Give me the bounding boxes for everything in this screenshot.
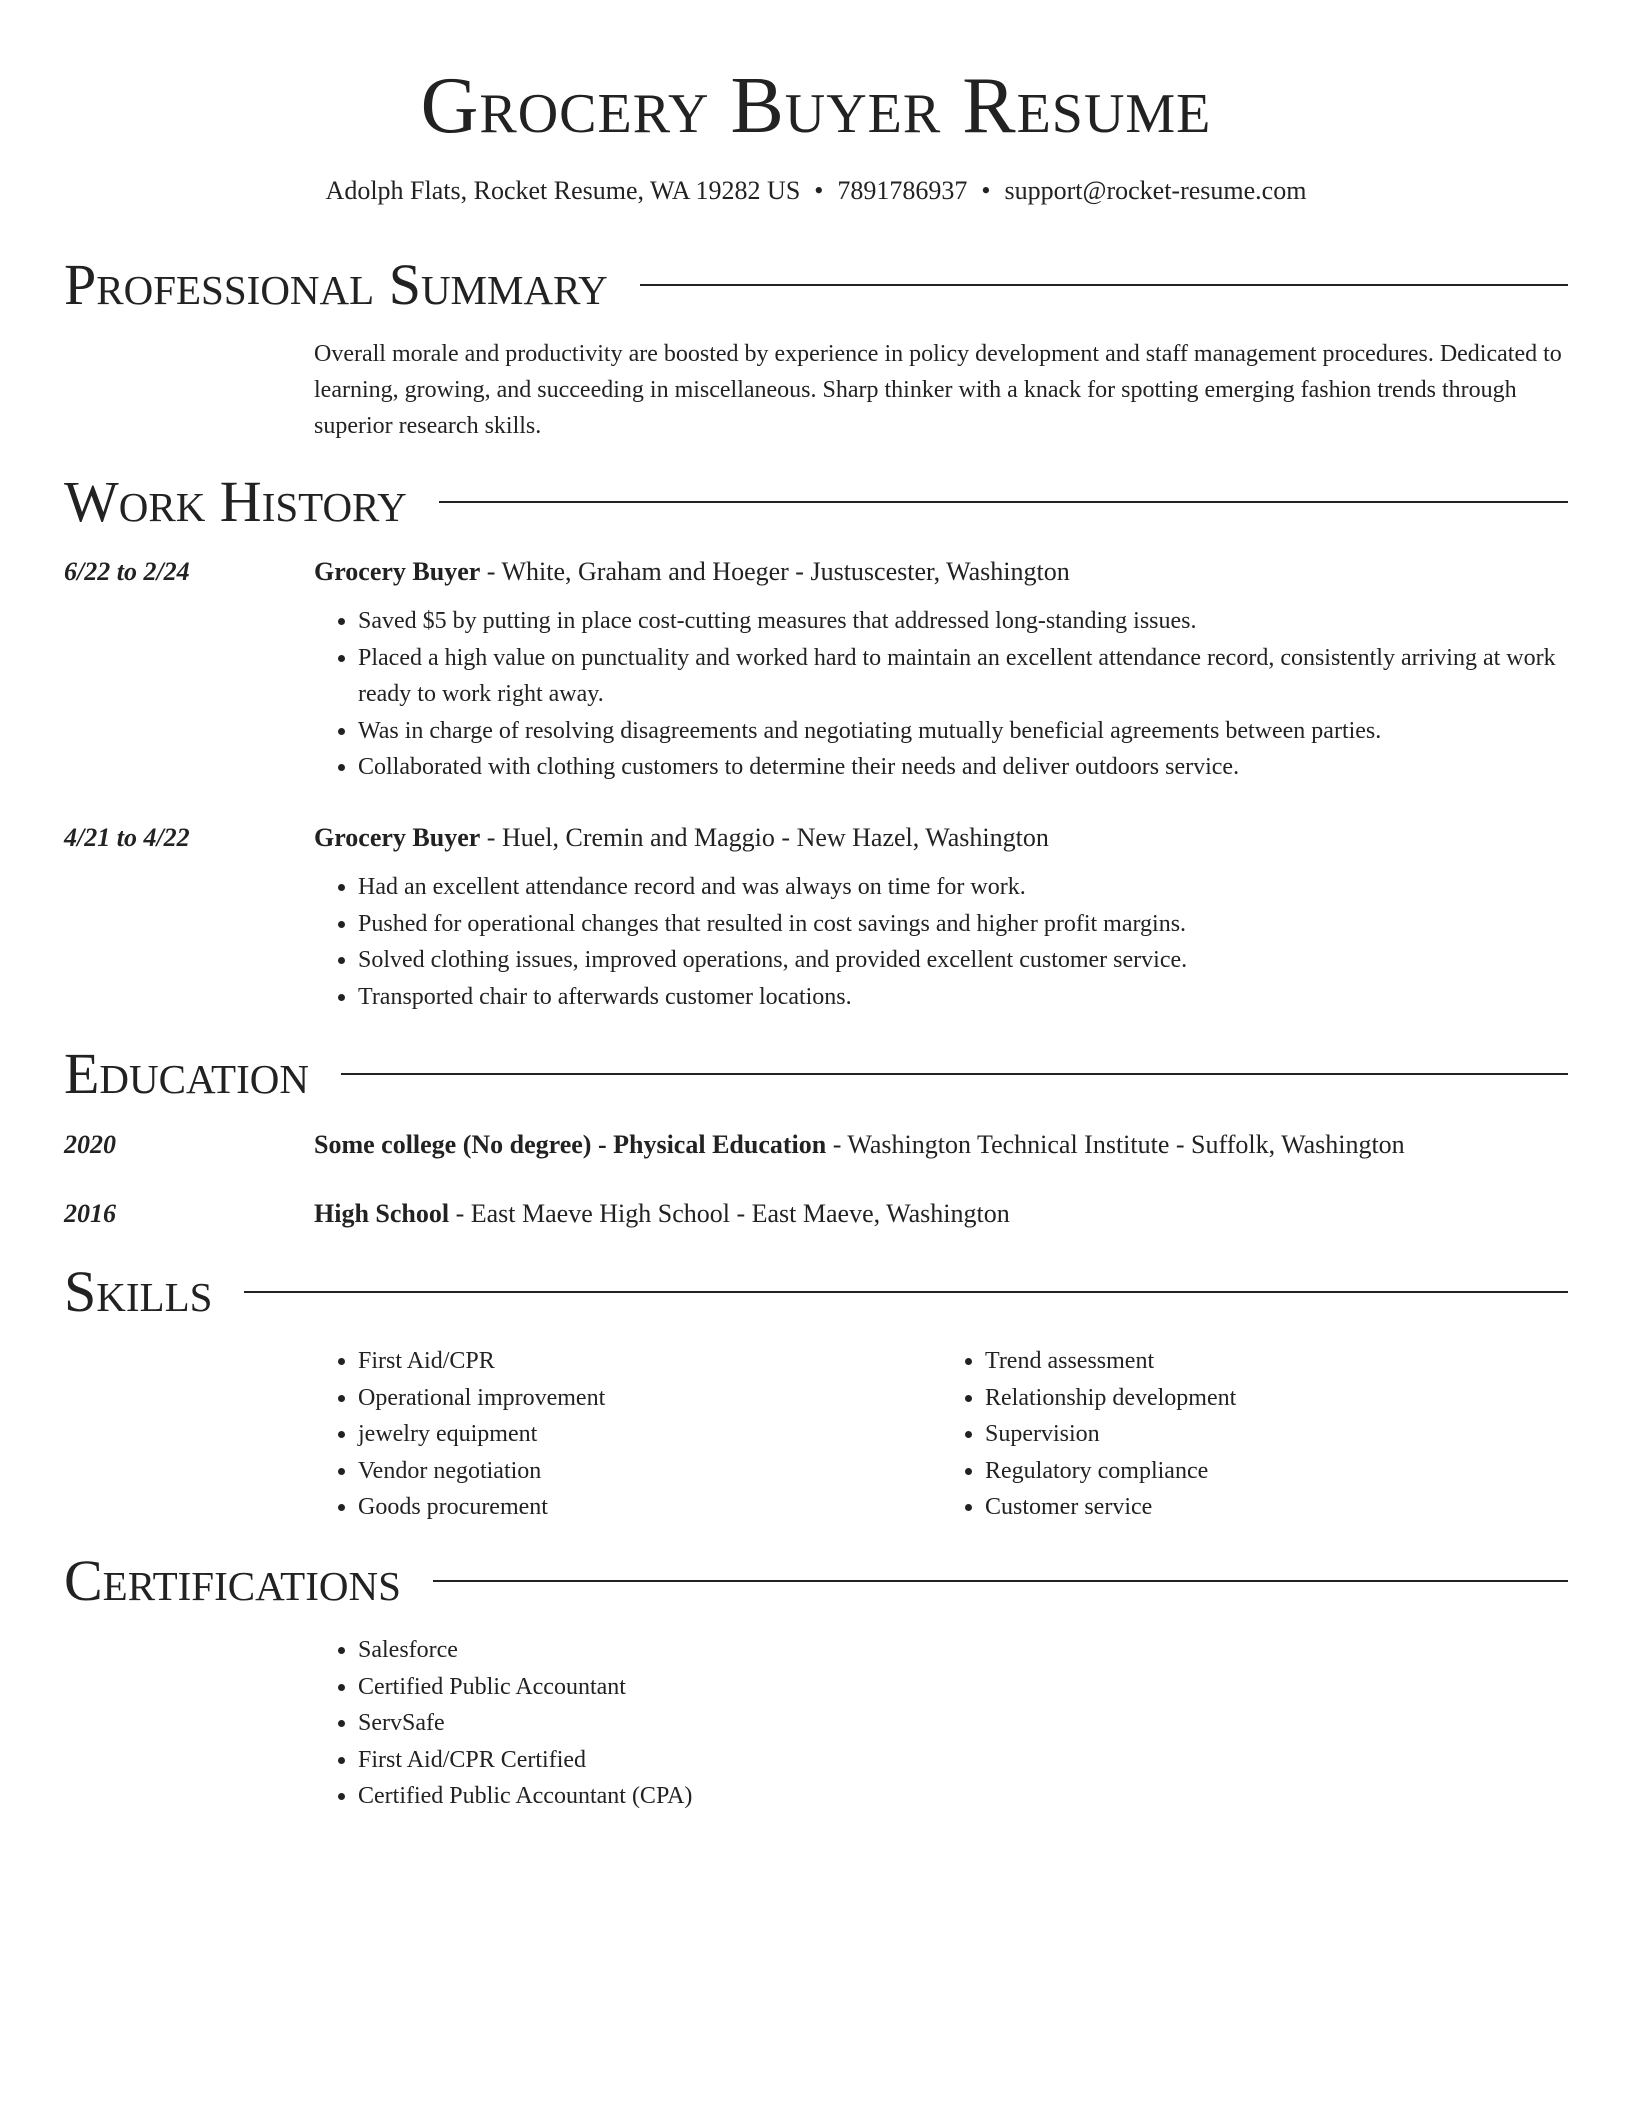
- skills-columns: [314, 1343, 1568, 1526]
- list-item: • First Aid/CPR Certified: [358, 1742, 1568, 1779]
- list-item: • Solved clothing issues, improved operations, and provided excellent customer service.: [358, 942, 1568, 979]
- job-header: [314, 555, 1568, 589]
- summary-text: Overall morale and productivity are boosted by experience in policy development and staff management procedures. Dedicated to learning, growing, and succeeding in miscellaneous. Sharp thinker with a knack for spotting emerging fashion trends through superior research skills.: [314, 341, 1562, 439]
- list-item: • Supervision: [985, 1416, 1568, 1453]
- education-year: 2016: [64, 1199, 116, 1228]
- section-divider: [244, 1291, 1568, 1293]
- section-title: Work History: [64, 469, 407, 534]
- contact-separator: •: [814, 176, 824, 205]
- section-summary-heading: [64, 250, 1568, 320]
- certifications-list: [314, 1632, 1568, 1815]
- resume-title: Grocery Buyer Resume: [420, 62, 1212, 150]
- job-details: - White, Graham and Hoeger - Justuscester, Washington: [480, 557, 1070, 586]
- contact-email[interactable]: support@rocket-resume.com: [1004, 176, 1307, 205]
- section-skills-heading: [64, 1257, 1568, 1327]
- job-bullets: [314, 869, 1568, 1015]
- list-item: • Placed a high value on punctuality and worked hard to maintain an excellent attendance record, consistently arriving at work ready to work right away.: [358, 640, 1568, 713]
- list-item: • Relationship development: [985, 1380, 1568, 1417]
- list-item: • Customer service: [985, 1489, 1568, 1526]
- list-item: • Trend assessment: [985, 1343, 1568, 1380]
- job-title: Grocery Buyer: [314, 823, 481, 852]
- skills-list-right: [941, 1343, 1568, 1526]
- job-body: [314, 555, 1568, 786]
- list-item: • jewelry equipment: [358, 1416, 941, 1453]
- skills-list-left: [314, 1343, 941, 1526]
- list-item: • Collaborated with clothing customers to determine their needs and deliver outdoors service.: [358, 749, 1568, 786]
- contact-address: Adolph Flats, Rocket Resume, WA 19282 US: [325, 176, 801, 205]
- contact-line: [0, 174, 1632, 208]
- list-item: • Transported chair to afterwards customer locations.: [358, 979, 1568, 1016]
- list-item: • Operational improvement: [358, 1380, 941, 1417]
- list-item: • Vendor negotiation: [358, 1453, 941, 1490]
- list-item: • Had an excellent attendance record and was always on time for work.: [358, 869, 1568, 906]
- list-item: • Regulatory compliance: [985, 1453, 1568, 1490]
- job-header: [314, 821, 1568, 855]
- list-item: • First Aid/CPR: [358, 1343, 941, 1380]
- section-certifications-heading: [64, 1546, 1568, 1616]
- contact-phone: 7891786937: [837, 176, 968, 205]
- list-item: • Was in charge of resolving disagreements and negotiating mutually beneficial agreements between parties.: [358, 713, 1568, 750]
- list-item: • ServSafe: [358, 1705, 1568, 1742]
- section-divider: [439, 501, 1568, 503]
- education-degree: Some college (No degree) - Physical Education: [314, 1130, 827, 1159]
- job-title: Grocery Buyer: [314, 557, 481, 586]
- section-title: Professional Summary: [64, 252, 608, 317]
- education-line: [314, 1197, 1568, 1231]
- education-degree: High School: [314, 1199, 450, 1228]
- contact-separator: •: [981, 176, 991, 205]
- section-divider: [341, 1073, 1568, 1075]
- list-item: • Certified Public Accountant (CPA): [358, 1778, 1568, 1815]
- list-item: • Certified Public Accountant: [358, 1669, 1568, 1706]
- education-details: - East Maeve High School - East Maeve, Washington: [449, 1199, 1010, 1228]
- list-item: • Pushed for operational changes that resulted in cost savings and higher profit margins.: [358, 906, 1568, 943]
- list-item: • Salesforce: [358, 1632, 1568, 1669]
- certifications-body: [314, 1632, 1568, 1815]
- job-dates: 6/22 to 2/24: [64, 557, 190, 586]
- list-item: • Goods procurement: [358, 1489, 941, 1526]
- section-title: Education: [64, 1041, 309, 1106]
- job-dates: 4/21 to 4/22: [64, 823, 190, 852]
- section-divider: [433, 1580, 1568, 1582]
- job-bullets: [314, 603, 1568, 786]
- education-details: - Washington Technical Institute - Suffolk, Washington: [826, 1130, 1405, 1159]
- list-item: • Saved $5 by putting in place cost-cutting measures that addressed long-standing issues.: [358, 603, 1568, 640]
- education-line: [314, 1128, 1568, 1162]
- section-work-heading: [64, 467, 1568, 537]
- section-divider: [640, 284, 1568, 286]
- section-education-heading: [64, 1039, 1568, 1109]
- section-title: Certifications: [64, 1548, 401, 1613]
- job-details: - Huel, Cremin and Maggio - New Hazel, Washington: [480, 823, 1049, 852]
- job-body: [314, 821, 1568, 1015]
- education-year: 2020: [64, 1130, 116, 1159]
- section-title: Skills: [64, 1259, 213, 1324]
